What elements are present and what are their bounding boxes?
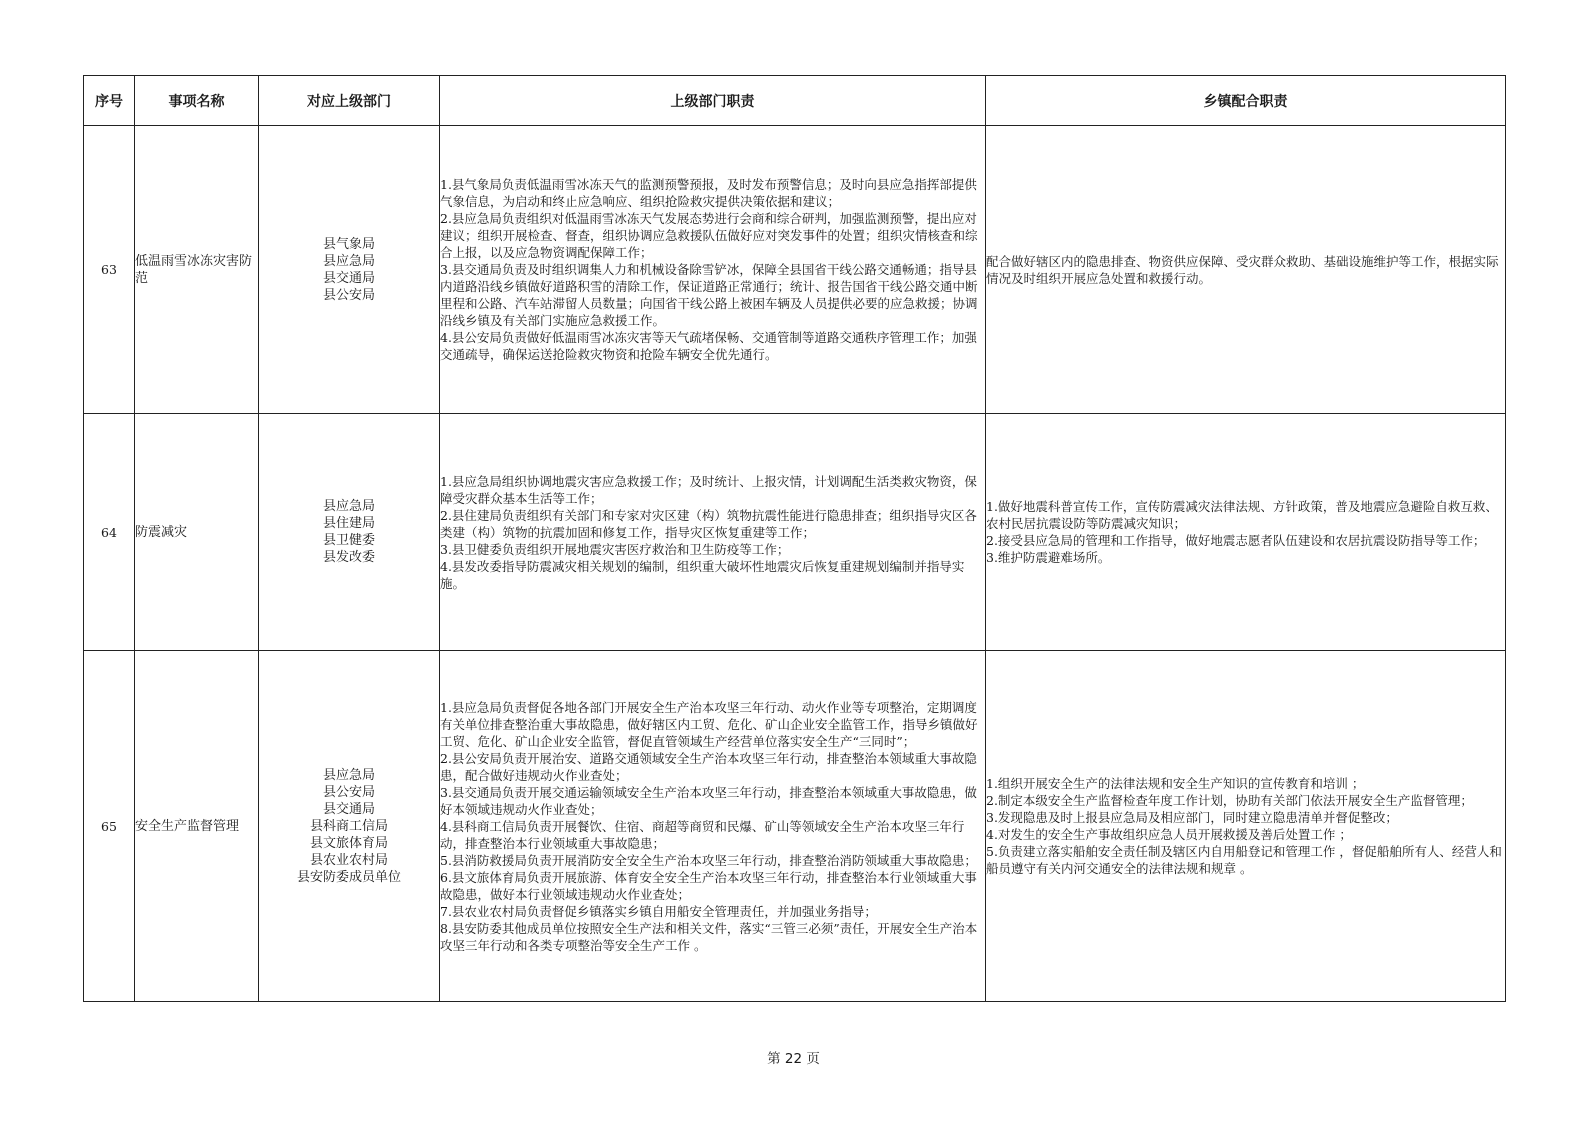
table-row [84,126,1506,414]
header-name: 事项名称 [135,76,259,126]
duty-line: 3.维护防震避难场所。 [986,550,1111,565]
dept-item: 县卫健委 [322,533,375,548]
row-name: 安全生产监督管理 [135,651,259,1002]
row-no: 65 [84,651,135,1002]
dept-item: 县安防委成员单位 [296,869,401,885]
row-depts [259,651,440,1002]
duty-line: 1.做好地震科普宣传工作，宣传防震减灾法律法规、方针政策，普及地震应急避险自救互救、农村民居抗震设防等防震减灾知识； [986,499,1498,531]
header-no: 序号 [84,76,135,126]
dept-item: 县应急局 [322,499,375,514]
row-upper-duty [440,651,986,1002]
dept-item: 县气象局 [322,236,375,252]
header-upper-duty: 上级部门职责 [440,76,986,126]
duty-line: 4.对发生的安全生产事故组织应急人员开展救援及善后处置工作 ； [986,827,1352,842]
header-dept: 对应上级部门 [259,76,440,126]
table-row [84,651,1506,1002]
row-no: 63 [84,126,135,414]
row-depts [259,126,440,414]
row-name: 低温雨雪冰冻灾害防范 [135,126,259,414]
duty-line: 3.发现隐患及时上报县应急局及相应部门，同时建立隐患清单并督促整改； [986,810,1398,825]
duty-line: 5.县消防救援局负责开展消防安全安全生产治本攻坚三年行动，排查整治消防领域重大事故隐患； [440,852,977,868]
row-town-duty [986,414,1506,651]
dept-item: 县公安局 [322,287,375,303]
duty-table [83,75,1506,1002]
duty-line: 4.县科商工信局负责开展餐饮、住宿、商超等商贸和民爆、矿山等领域安全生产治本攻坚三年行动，排查整治本行业领域重大事故隐患； [440,818,965,851]
page-number: 第 22 页 [767,1051,820,1067]
row-depts [259,414,440,651]
duty-line: 1.县应急局负责督促各地各部门开展安全生产治本攻坚三年行动、动火作业等专项整治，定期调度有关单位排查整治重大事故隐患，做好辖区内工贸、危化、矿山企业安全监管工作，指导乡镇做好工贸、危化、矿山企业安全监管，督促直管领域生产经营单位落实安全生产“三同时”； [440,699,978,749]
duty-line: 3.县卫健委负责组织开展地震灾害医疗救治和卫生防疫等工作； [440,541,790,557]
duty-line: 2.县住建局负责组织有关部门和专家对灾区建（构）筑物抗震性能进行隐患排查；组织指导灾区各类建（构）筑物的抗震加固和修复工作，指导灾区恢复重建等工作； [440,507,977,540]
row-no: 64 [84,414,135,651]
dept-item: 县发改委 [322,550,375,565]
table-row [84,414,1506,651]
dept-item: 县交通局 [322,801,375,817]
dept-item: 县应急局 [322,767,375,783]
duty-line: 2.县公安局负责开展治安、道路交通领域安全生产治本攻坚三年行动，排查整治本领域重大事故隐患，配合做好违规动火作业查处； [440,750,977,783]
dept-item: 县住建局 [322,516,375,531]
duty-line: 6.县文旅体育局负责开展旅游、体育安全安全生产治本攻坚三年行动，排查整治本行业领域重大事故隐患，做好本行业领域违规动火作业查处； [440,869,977,902]
duty-line: 1.县气象局负责低温雨雪冰冻天气的监测预警预报，及时发布预警信息；及时向县应急指挥部提供气象信息，为启动和终止应急响应、组织抢险救灾提供决策依据和建议； [440,177,977,209]
duty-line: 3.县交通局负责开展交通运输领域安全生产治本攻坚三年行动，排查整治本领域重大事故隐患，做好本领域违规动火作业查处； [440,784,977,817]
duty-line: 4.县发改委指导防震减灾相关规划的编制，组织重大破坏性地震灾后恢复重建规划编制并指导实施。 [440,558,965,591]
dept-item: 县农业农村局 [309,852,388,868]
duty-line: 1.县应急局组织协调地震灾害应急救援工作；及时统计、上报灾情，计划调配生活类救灾物资，保障受灾群众基本生活等工作； [440,473,977,506]
header-town-duty: 乡镇配合职责 [986,76,1506,126]
row-town-duty [986,126,1506,414]
duty-line: 3.县交通局负责及时组织调集人力和机械设备除雪铲冰，保障全县国省干线公路交通畅通；指导县内道路沿线乡镇做好道路积雪的清除工作，保证道路正常通行；统计、报告国省干线公路交通中断里程和公路、汽车站滞留人员数量；向国省干线公路上被困车辆及人员提供必要的应急救援；协调沿线乡镇及有关部门实施应急救援工作。 [440,262,978,328]
duty-line: 配合做好辖区内的隐患排查、物资供应保障、受灾群众救助、基础设施维护等工作，根据实际情况及时组织开展应急处置和救援行动。 [986,253,1499,286]
dept-item: 县文旅体育局 [309,835,388,851]
dept-item: 县应急局 [322,253,375,269]
row-town-duty [986,651,1506,1002]
dept-item: 县交通局 [322,270,375,286]
duty-line: 7.县农业农村局负责督促乡镇落实乡镇自用船安全管理责任，并加强业务指导； [440,903,877,919]
duty-line: 5.负责建立落实船舶安全责任制及辖区内自用船登记和管理工作 ，督促船舶所有人、经营人和船员遵守有关内河交通安全的法律法规和规章 。 [986,844,1502,876]
duty-line: 8.县安防委其他成员单位按照安全生产法和相关文件，落实“三管三必须”责任，开展安全生产治本攻坚三年行动和各类专项整治等安全生产工作 。 [440,920,978,953]
row-upper-duty [440,126,986,414]
row-name: 防震减灾 [135,414,259,651]
header-row [84,76,1506,126]
duty-line: 2.接受县应急局的管理和工作指导，做好地震志愿者队伍建设和农居抗震设防指导等工作； [986,533,1486,548]
duty-line: 2.制定本级安全生产监督检查年度工作计划，协助有关部门依法开展安全生产监督管理； [986,793,1473,808]
duty-line: 1.组织开展安全生产的法律法规和安全生产知识的宣传教育和培训 ； [986,776,1365,791]
row-upper-duty [440,414,986,651]
dept-item: 县公安局 [322,784,375,800]
duty-line: 4.县公安局负责做好低温雨雪冰冻灾害等天气疏堵保畅、交通管制等道路交通秩序管理工作；加强交通疏导，确保运送抢险救灾物资和抢险车辆安全优先通行。 [440,330,977,362]
dept-item: 县科商工信局 [309,818,388,834]
duty-line: 2.县应急局负责组织对低温雨雪冰冻天气发展态势进行会商和综合研判，加强监测预警，提出应对建议；组织开展检查、督查，组织协调应急救援队伍做好应对突发事件的处置；组织灾情核查和综合上报，以及应急物资调配保障工作； [440,211,978,260]
